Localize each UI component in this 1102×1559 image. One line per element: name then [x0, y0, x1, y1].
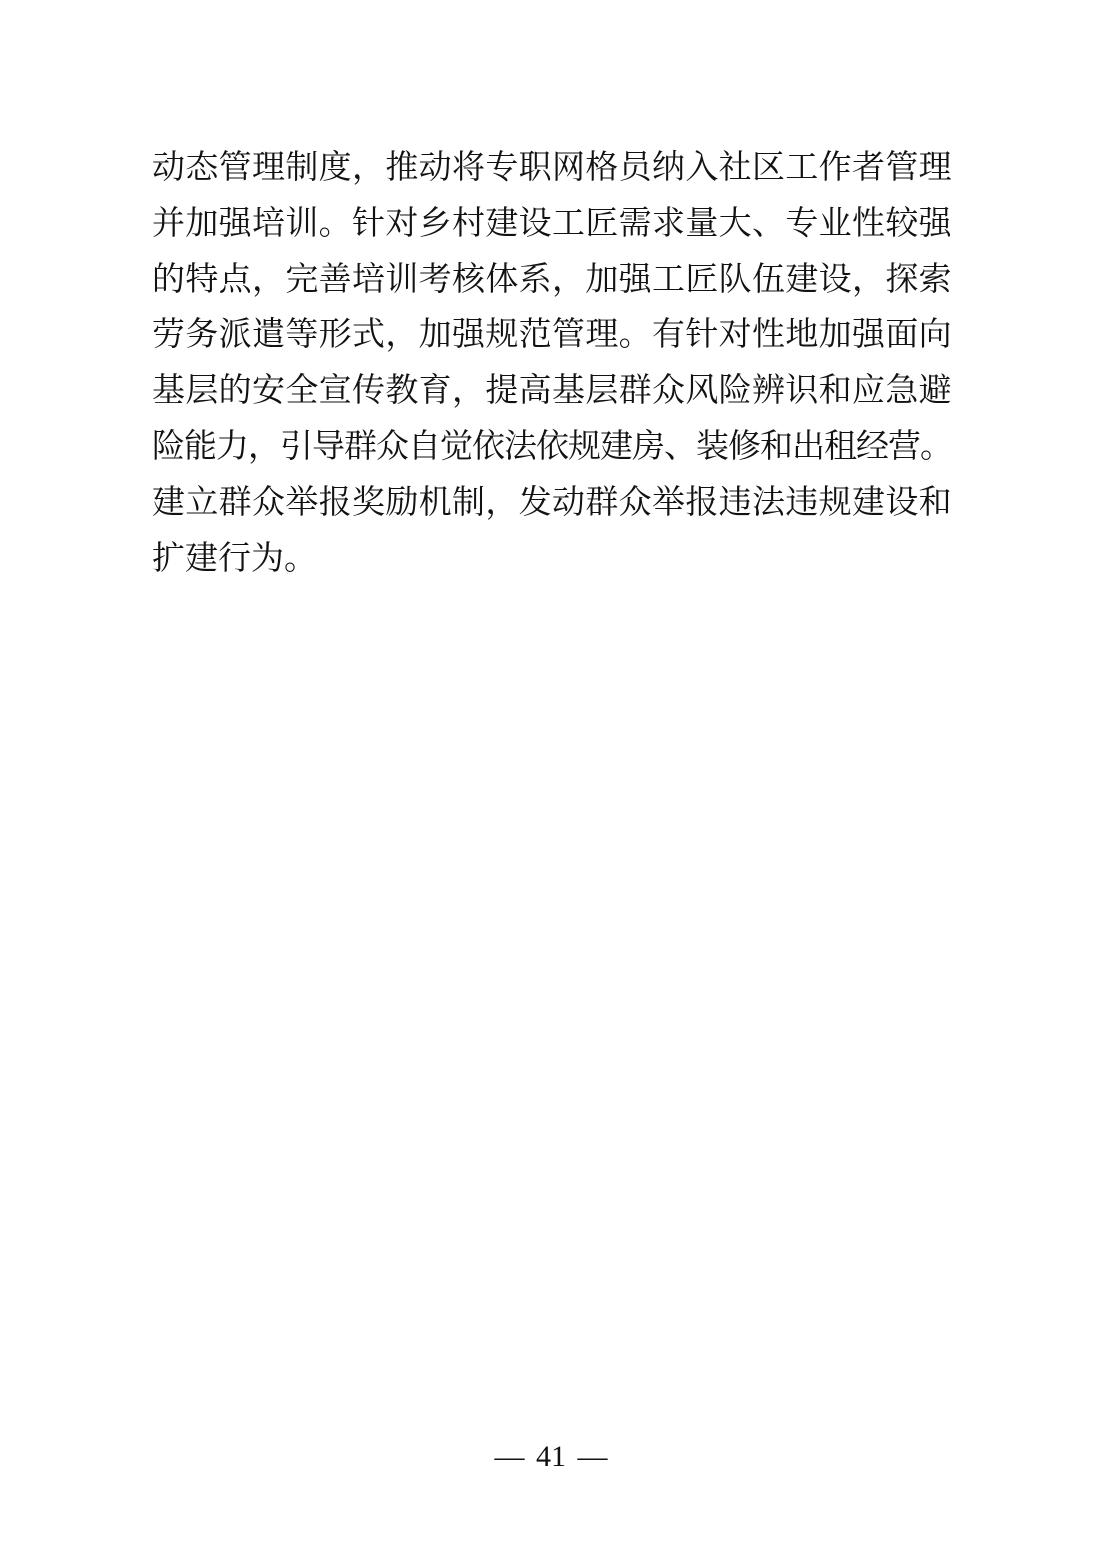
text-line-2: 并加强培训。针对乡村建设工匠需求量大、专业性较强 — [152, 205, 952, 242]
text-line — [152, 532, 952, 588]
text-line — [152, 420, 952, 476]
text-line-5: 基层的安全宣传教育，提高基层群众风险辨识和应急避 — [152, 373, 952, 410]
text-line-3: 的特点，完善培训考核体系，加强工匠队伍建设，探索 — [152, 261, 952, 298]
page-footer — [0, 1441, 1102, 1473]
text-line-4: 劳务派遣等形式，加强规范管理。有针对性地加强面向 — [152, 317, 952, 354]
body-paragraph — [152, 141, 952, 587]
text-line-7: 建立群众举报奖励机制，发动群众举报违法违规建设和 — [152, 484, 952, 521]
text-line — [152, 141, 952, 197]
text-line — [152, 253, 952, 309]
text-line-6: 险能力，引导群众自觉依法依规建房、装修和出租经营。 — [152, 428, 952, 465]
text-line — [152, 364, 952, 420]
page-number: — 41 — — [494, 1440, 608, 1473]
text-line — [152, 308, 952, 364]
text-line-8: 扩建行为。 — [152, 540, 317, 577]
text-line — [152, 476, 952, 532]
text-line — [152, 197, 952, 253]
text-line-1: 动态管理制度，推动将专职网格员纳入社区工作者管理 — [152, 150, 952, 186]
